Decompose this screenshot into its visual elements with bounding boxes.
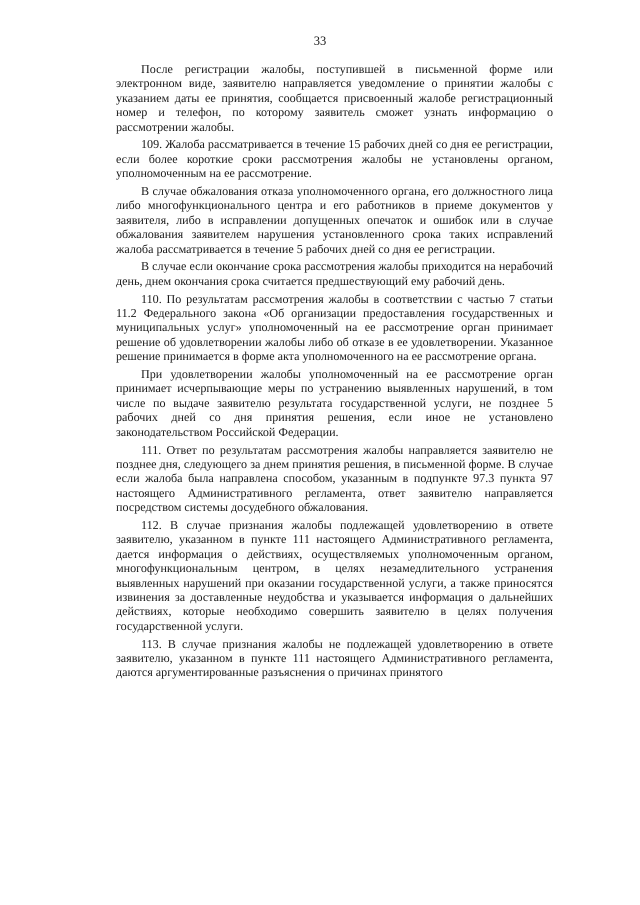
paragraph-109: 109. Жалоба рассматривается в течение 15 рабочих дней со дня ее регистрации, если более короткие сроки рассмотрения жалобы не установлены органом, уполномоченным на ее рассмотрение. <box>116 137 553 181</box>
document-body <box>116 62 553 683</box>
paragraph-registration-notice: После регистрации жалобы, поступившей в письменной форме или электронном виде, заявителю направляется уведомление о принятии жалобы с указанием даты ее принятия, сообщается присвоенный жалобе регистрационный номер и телефон, по которому заявитель сможет узнать информацию о рассмотрении жалобы. <box>116 62 553 134</box>
paragraph-refusal-appeal: В случае обжалования отказа уполномоченного органа, его должностного лица либо многофункционального центра и его работников в приеме документов у заявителя, либо в исправлении допущенных опечаток и ошибок или в случае обжалования заявителем нарушения установленного срока таких исправлений жалоба рассматривается в течение 5 рабочих дней со дня ее регистрации. <box>116 184 553 256</box>
paragraph-112: 112. В случае признания жалобы подлежащей удовлетворению в ответе заявителю, указанном в пункте 111 настоящего Административного регламента, дается информация о действиях, осуществляемых уполномоченным органом, многофункциональным центром, в целях незамедлительного устранения выявленных нарушений при оказании государственной услуги, а также приносятся извинения за доставленные неудобства и указывается информация о дальнейших действиях, которые необходимо совершить заявителю в целях получения государственной услуги. <box>116 517 553 633</box>
paragraph-satisfaction-measures: При удовлетворении жалобы уполномоченный на ее рассмотрение орган принимает исчерпывающие меры по устранению выявленных нарушений, в том числе по выдаче заявителю результата государственной услуги, не позднее 5 рабочих дней со дня принятия решения, если иное не установлено законодательством Российской Федерации. <box>116 367 553 439</box>
page-number: 33 <box>313 34 327 48</box>
paragraph-113: 113. В случае признания жалобы не подлежащей удовлетворению в ответе заявителю, указанном в пункте 111 настоящего Административного регламента, даются аргументированные разъяснения о причинах принятого <box>116 636 553 680</box>
paragraph-111: 111. Ответ по результатам рассмотрения жалобы направляется заявителю не позднее дня, следующего за днем принятия решения, в письменной форме. В случае если жалоба была направлена способом, указанным в подпункте 97.3 пункта 97 настоящего Административного регламента, ответ заявителю направляется посредством системы досудебного обжалования. <box>116 442 553 515</box>
paragraph-nonworking-day: В случае если окончание срока рассмотрения жалобы приходится на нерабочий день, днем окончания срока считается предшествующий ему рабочий день. <box>116 259 553 288</box>
paragraph-110: 110. По результатам рассмотрения жалобы в соответствии с частью 7 статьи 11.2 Федерального закона «Об организации предоставления государственных и муниципальных услуг» уполномоченный на ее рассмотрение орган принимает решение об удовлетворении жалобы либо об отказе в ее удовлетворении. Указанное решение принимается в форме акта уполномоченного на ее рассмотрение органа. <box>116 291 553 364</box>
